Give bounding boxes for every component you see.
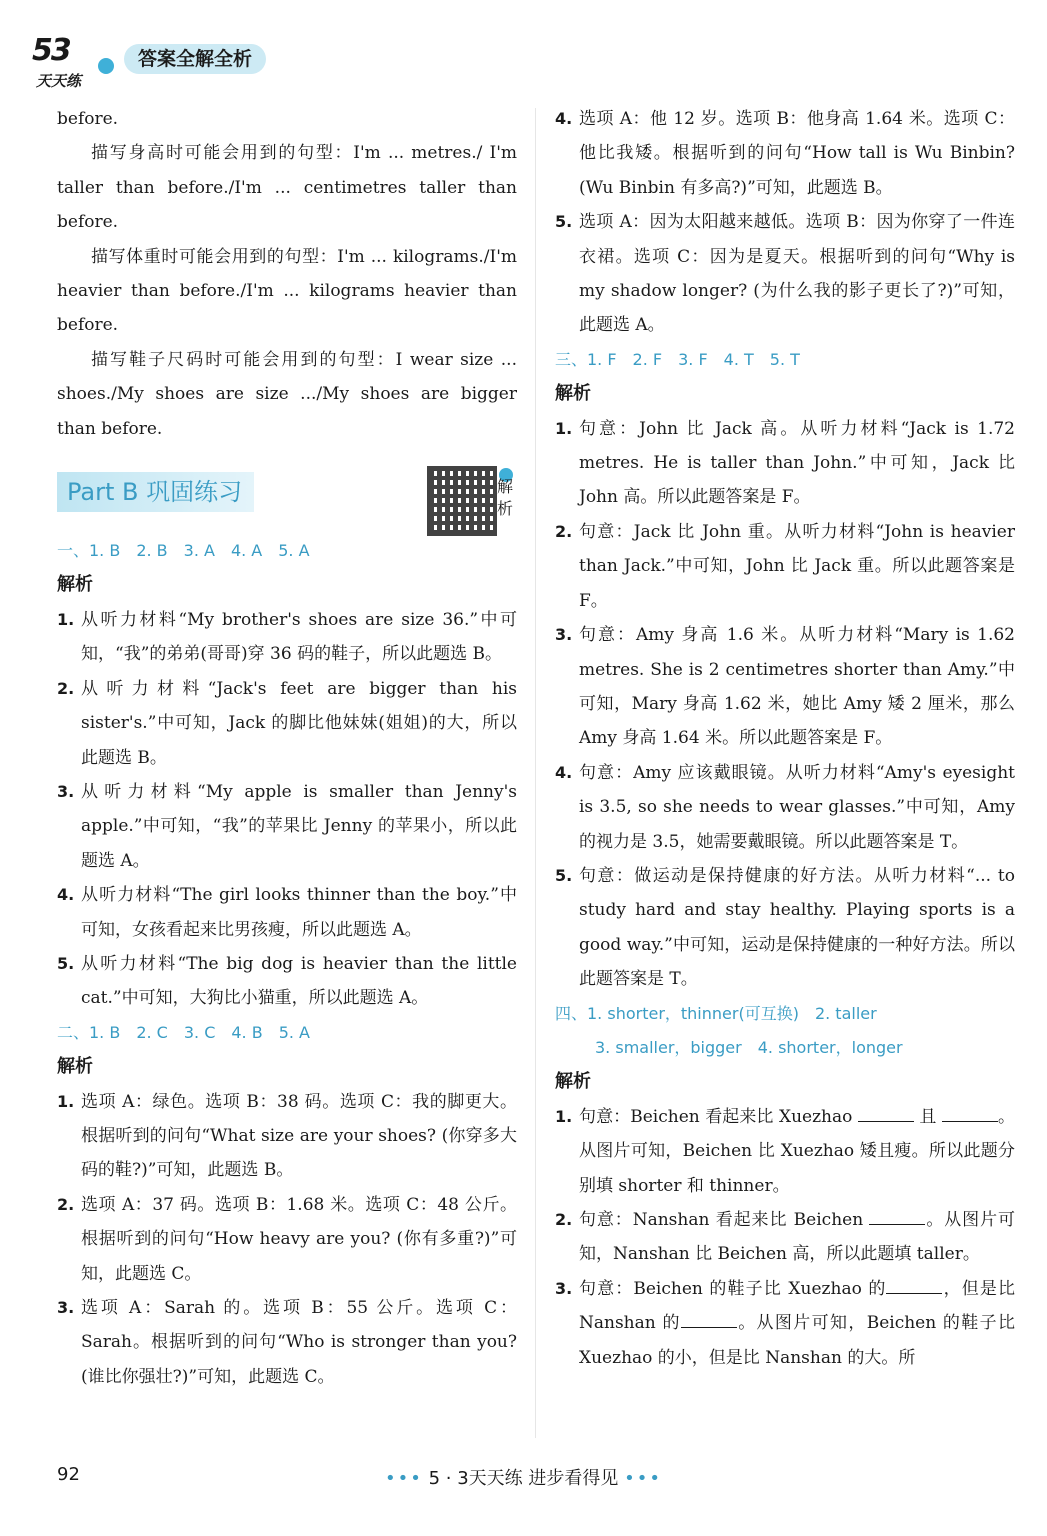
item-number: 1. [555, 1106, 573, 1126]
analysis-heading: 解析 [57, 1056, 93, 1078]
item-text: 选项 A：他 12 岁。选项 B：他身高 1.64 米。选项 C：他比我矮。根据听到的问句“How tall is Wu Binbin? (Wu Binbin 有多高?)”可知，此题选 B。 [579, 109, 1015, 198]
left-column [57, 102, 517, 1394]
answers-line: 3. smaller，bigger 4. shorter，longer [595, 1037, 903, 1057]
answers-line: 一、1. B 2. B 3. A 4. A 5. A [57, 541, 310, 561]
item-text: 从听力材料“The girl looks thinner than the boy.”中可知，女孩看起来比男孩瘦，所以此题选 A。 [81, 885, 517, 940]
answers-line: 二、1. B 2. C 3. C 4. B 5. A [57, 1022, 311, 1042]
item-text: 选项 A：绿色。选项 B：38 码。选项 C：我的脚更大。根据听到的问句“What size are your shoes? (你穿多大码的鞋?)”可知，此题选 B。 [81, 1091, 517, 1181]
footer-text: 5 · 3天天练 进步看得见 [428, 1468, 619, 1489]
answer-blank [942, 1103, 998, 1122]
item-number: 5. [555, 212, 573, 232]
item-number: 4. [555, 109, 573, 128]
item-text [579, 1272, 1015, 1375]
item-number: 1. [555, 418, 573, 438]
page-header [30, 28, 350, 88]
item-number: 3. [57, 1298, 75, 1317]
list-item [555, 205, 1015, 343]
list-item [555, 515, 1015, 618]
item-text-part: 。从图片可知，Nanshan 比 Beichen 高，所以此题填 taller。 [579, 1210, 1015, 1265]
item-text-part: 。从图片可知，Beichen 的鞋子比 Xuezhao 的小，但是比 Nanshan 的大。所 [579, 1313, 1016, 1368]
item-text-part: 句意：Nanshan 看起来比 Beichen [579, 1210, 864, 1230]
item-number: 1. [57, 609, 75, 629]
item-number: 2. [555, 1210, 573, 1229]
list-item [555, 756, 1015, 859]
item-number: 1. [57, 1091, 75, 1111]
list-item [555, 1272, 1015, 1375]
list-item [57, 775, 517, 878]
item-text [579, 1100, 1015, 1203]
item-number: 2. [57, 1194, 75, 1214]
item-number: 3. [57, 781, 75, 801]
dots-decoration: ••• [624, 1468, 662, 1489]
header-title: 答案全解全析 [124, 44, 266, 74]
list-item [57, 603, 517, 672]
item-text: 句意：Jack 比 John 重。从听力材料“John is heavier than Jack.”中可知，John 比 Jack 重。所以此题答案是 F。 [579, 521, 1015, 611]
intro-paragraph: 描写鞋子尺码时可能会用到的句型：I wear size ... shoes./My shoes are size .../My shoes are bigger than before. [57, 349, 517, 439]
item-text: 从听力材料“My brother's shoes are size 36.”中可知，“我”的弟弟(哥哥)穿 36 码的鞋子，所以此题选 B。 [81, 609, 517, 665]
list-item [57, 1188, 517, 1291]
item-text: 句意：Amy 身高 1.6 米。从听力材料“Mary is 1.62 metres. She is 2 centimetres shorter than Amy.”中可知，Mary 身高 1.62 米，她比 Amy 矮 2 厘米，那么 Amy 身高 1.64 米。所以此题答案是 F。 [579, 625, 1015, 749]
list-item [555, 859, 1015, 997]
analysis-heading: 解析 [555, 383, 591, 405]
list-item [555, 412, 1015, 515]
qr-label: 解析 [497, 477, 514, 519]
part-b-section [57, 446, 517, 534]
item-text-part: 且 [919, 1106, 937, 1127]
item-number: 5. [555, 865, 573, 885]
qr-code-icon[interactable] [427, 466, 497, 536]
item-text: 句意：做运动是保持健康的好方法。从听力材料“... to study hard and stay healthy. Playing sports is a good way.”中可知，运动是保持健康的一种好方法。所以此题答案是 T。 [579, 865, 1015, 990]
column-divider [535, 108, 536, 1438]
answers-line: 三、1. F 2. F 3. F 4. T 5. T [555, 349, 800, 369]
list-item [555, 1100, 1015, 1203]
item-text-part: ，但是比 Nanshan 的 [579, 1278, 1015, 1334]
item-text: 选项 A：因为太阳越来越低。选项 B：因为你穿了一件连衣裙。选项 C：因为是夏天。根据听到的问句“Why is my shadow longer? (为什么我的影子更长了?)”可知，此题选 A。 [579, 212, 1015, 336]
item-text: 句意：John 比 Jack 高。从听力材料“Jack is 1.72 metres. He is taller than John.”中可知，Jack 比 John 高。所以此题答案是 F。 [579, 418, 1015, 508]
list-item [57, 672, 517, 775]
item-text: 从听力材料“My apple is smaller than Jenny's apple.”中可知，“我”的苹果比 Jenny 的苹果小，所以此题选 A。 [81, 781, 517, 871]
item-text: 从听力材料“Jack's feet are bigger than his sister's.”中可知，Jack 的脚比他妹妹(姐姐)的大，所以此题选 B。 [81, 678, 517, 768]
list-item [57, 878, 517, 947]
item-text-part: 句意：Beichen 看起来比 Xuezhao [579, 1106, 853, 1127]
answers-line: 四、1. shorter，thinner(可互换) 2. taller [555, 1003, 877, 1023]
page-number: 92 [57, 1464, 80, 1485]
list-item [555, 102, 1015, 205]
item-number: 2. [555, 521, 573, 541]
item-text: 句意：Amy 应该戴眼镜。从听力材料“Amy's eyesight is 3.5, so she needs to wear glasses.”中可知，Amy 的视力是 3.5，她需要戴眼镜。所以此题答案是 T。 [579, 762, 1015, 852]
list-item [555, 618, 1015, 756]
item-number: 4. [555, 762, 573, 782]
item-text: 选项 A：Sarah 的。选项 B：55 公斤。选项 C：Sarah。根据听到的问句“Who is stronger than you? (谁比你强壮?)”可知，此题选 C。 [81, 1298, 517, 1387]
logo-sub: 天天练 [36, 72, 82, 90]
list-item [57, 947, 517, 1016]
intro-line: before. [57, 109, 119, 129]
intro-paragraph: 描写体重时可能会用到的句型：I'm ... kilograms./I'm heavier than before./I'm ... kilograms heavier than before. [57, 246, 517, 336]
analysis-heading: 解析 [555, 1071, 591, 1093]
answer-blank [858, 1103, 914, 1122]
item-text [579, 1203, 1015, 1272]
item-number: 5. [57, 953, 75, 973]
footer-slogan [0, 1462, 1047, 1496]
item-text-part: 。从图片可知，Beichen 比 Xuezhao 矮且瘦。所以此题分别填 shorter 和 thinner。 [579, 1106, 1016, 1196]
answer-blank [869, 1206, 925, 1225]
logo-badge-icon [98, 58, 114, 74]
item-number: 3. [555, 1278, 573, 1298]
analysis-heading: 解析 [57, 574, 93, 596]
item-text: 从听力材料“The big dog is heavier than the little cat.”中可知，大狗比小猫重，所以此题选 A。 [81, 953, 517, 1009]
list-item [555, 1203, 1015, 1272]
list-item [57, 1085, 517, 1188]
dots-decoration: ••• [385, 1468, 423, 1489]
answer-blank [681, 1309, 737, 1328]
logo-mark: 53 [32, 33, 70, 68]
brand-logo [30, 28, 122, 90]
intro-paragraph: 描写身高时可能会用到的句型：I'm ... metres./ I'm taller than before./I'm ... centimetres taller than before. [57, 143, 517, 233]
item-number: 4. [57, 885, 75, 905]
answer-blank [886, 1275, 942, 1294]
list-item [57, 1291, 517, 1394]
item-number: 3. [555, 625, 573, 645]
right-column [555, 102, 1015, 1375]
item-text-part: 句意：Beichen 的鞋子比 Xuezhao 的 [579, 1278, 887, 1299]
item-number: 2. [57, 678, 75, 698]
part-title: Part B 巩固练习 [57, 472, 254, 512]
item-text: 选项 A：37 码。选项 B：1.68 米。选项 C：48 公斤。根据听到的问句“How heavy are you? (你有多重?)”可知，此题选 C。 [81, 1194, 517, 1284]
page-footer [0, 1458, 1047, 1498]
